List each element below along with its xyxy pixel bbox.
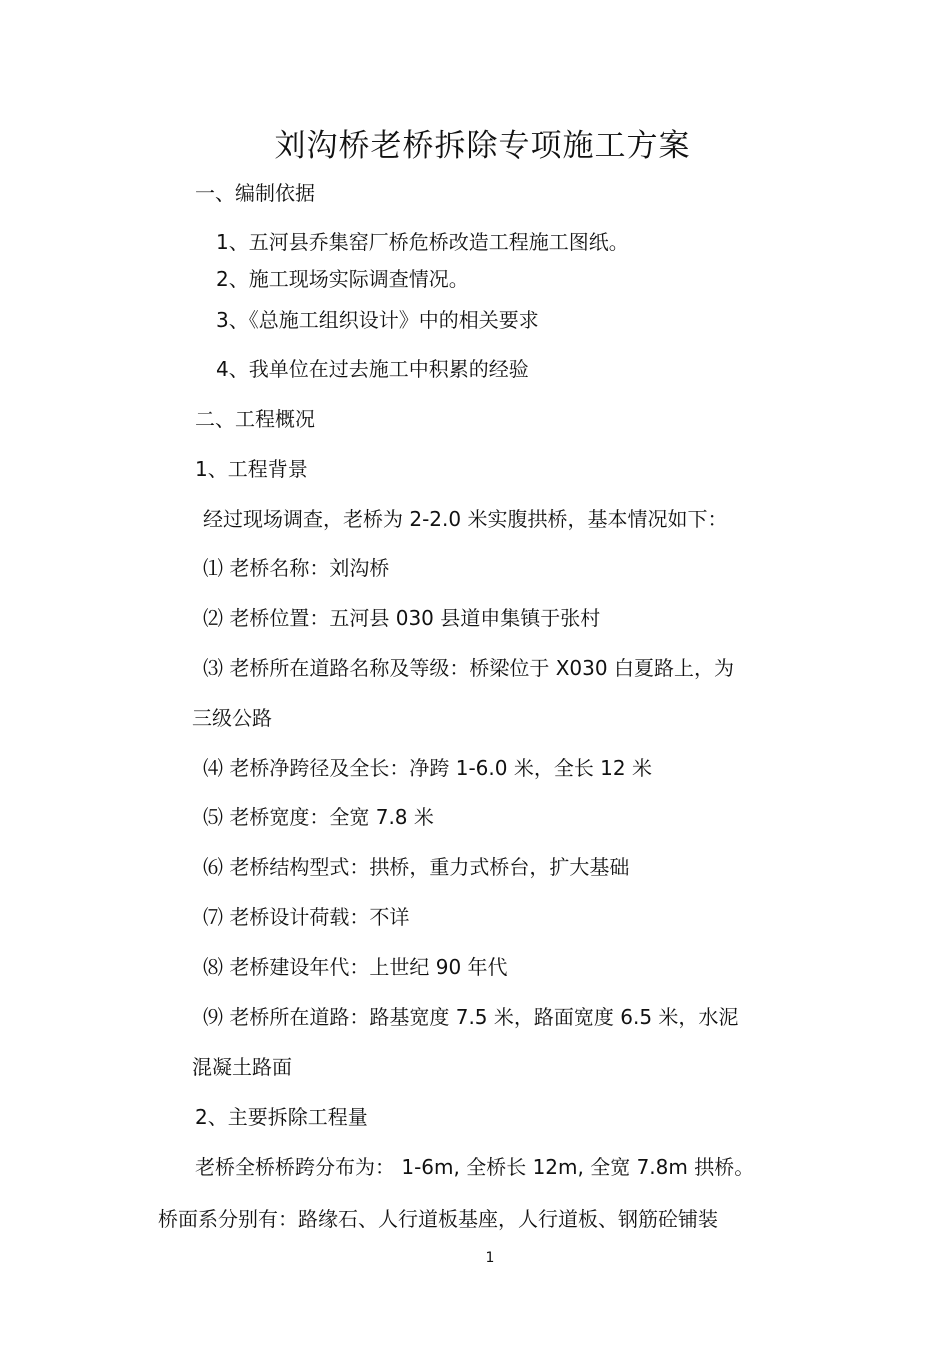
section-heading-overview: 二、工程概况 <box>195 407 315 431</box>
page-number: 1 <box>485 1250 495 1266</box>
demolition-paragraph-2: 桥面系分别有：路缘石、人行道板基座，人行道板、钢筋砼铺装 <box>158 1207 718 1231</box>
section-heading-basis: 一、编制依据 <box>195 181 315 205</box>
subsection-demolition: 2、主要拆除工程量 <box>195 1105 368 1129</box>
bridge-detail-1: ⑴ 老桥名称：刘沟桥 <box>203 556 390 580</box>
bridge-detail-8: ⑻ 老桥建设年代：上世纪 90 年代 <box>203 955 508 979</box>
bridge-detail-3: ⑶ 老桥所在道路名称及等级：桥梁位于 X030 白夏路上，为 <box>203 656 734 680</box>
background-intro: 经过现场调查，老桥为 2-2.0 米实腹拱桥，基本情况如下： <box>203 507 728 531</box>
document-title: 刘沟桥老桥拆除专项施工方案 <box>274 128 691 164</box>
bridge-detail-7: ⑺ 老桥设计荷载：不详 <box>203 905 410 929</box>
bridge-detail-3-cont: 三级公路 <box>192 706 272 730</box>
bridge-detail-5: ⑸ 老桥宽度：全宽 7.8 米 <box>203 805 434 829</box>
bridge-detail-6: ⑹ 老桥结构型式：拱桥，重力式桥台，扩大基础 <box>203 855 630 879</box>
bridge-detail-2: ⑵ 老桥位置：五河县 030 县道申集镇于张村 <box>203 606 601 630</box>
subsection-background: 1、工程背景 <box>195 457 308 481</box>
basis-item-1: 1、五河县乔集窑厂桥危桥改造工程施工图纸。 <box>216 230 629 254</box>
basis-item-4: 4、我单位在过去施工中积累的经验 <box>216 357 529 381</box>
basis-item-3: 3、《总施工组织设计》中的相关要求 <box>216 308 539 332</box>
basis-item-2: 2、施工现场实际调查情况。 <box>216 267 469 291</box>
bridge-detail-9-cont: 混凝土路面 <box>192 1055 292 1079</box>
bridge-detail-9: ⑼ 老桥所在道路：路基宽度 7.5 米，路面宽度 6.5 米，水泥 <box>203 1005 739 1029</box>
bridge-detail-4: ⑷ 老桥净跨径及全长：净跨 1-6.0 米，全长 12 米 <box>203 756 652 780</box>
demolition-paragraph-1: 老桥全桥桥跨分布为： 1-6m, 全桥长 12m, 全宽 7.8m 拱桥。 <box>195 1155 755 1179</box>
